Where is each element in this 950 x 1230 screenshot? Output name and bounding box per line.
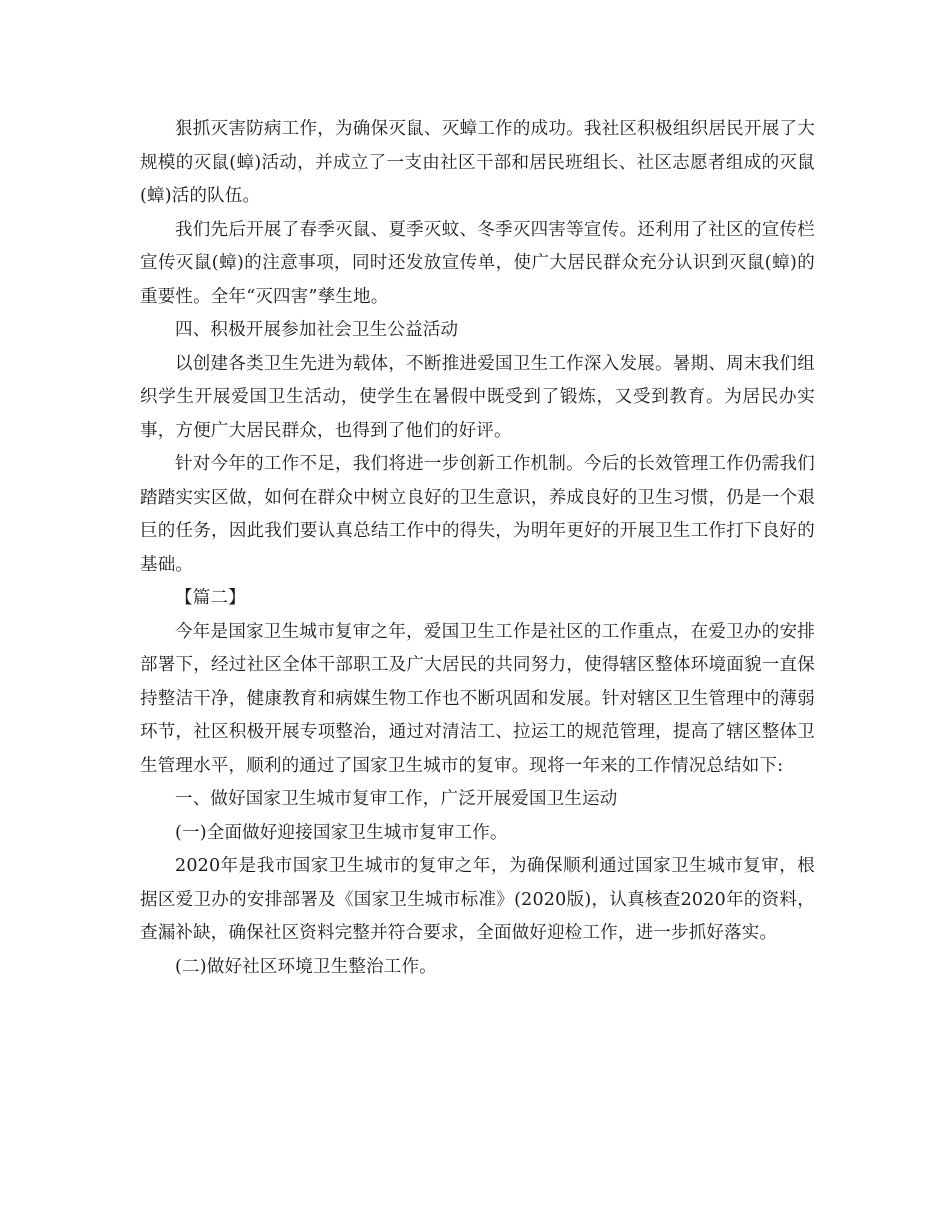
paragraph-review-2020: 2020年是我市国家卫生城市的复审之年，为确保顺利通过国家卫生城市复审，根据区爱卫办的安排部署及《国家卫生城市标准》(2020版)，认真核查2020年的资料，查漏补缺，确保社区资料完整并符合要求，全面做好迎检工作，进一步抓好落实。 (140, 856, 815, 943)
document-body (140, 113, 815, 984)
section-heading-one: 一、做好国家卫生城市复审工作，广泛开展爱国卫生运动 (175, 789, 618, 809)
paragraph-pest-control-intro: 狠抓灭害防病工作，为确保灭鼠、灭蟑工作的成功。我社区积极组织居民开展了大规模的灭鼠(蟑)活动，并成立了一支由社区干部和居民班组长、社区志愿者组成的灭鼠(蟑)活的队伍。 (140, 119, 815, 206)
subsection-heading-one: (一)全面做好迎接国家卫生城市复审工作。 (175, 822, 508, 843)
section-heading-four: 四、积极开展参加社会卫生公益活动 (175, 320, 459, 340)
part-two-heading: 【篇二】 (175, 588, 246, 608)
paragraph-publicity: 我们先后开展了春季灭鼠、夏季灭蚊、冬季灭四害等宣传。还利用了社区的宣传栏宣传灭鼠(蟑)的注意事项，同时还发放宣传单，使广大居民群众充分认识到灭鼠(蟑)的重要性。全年“灭四害”孳生地。 (140, 219, 815, 307)
paragraph-public-welfare: 以创建各类卫生先进为载体，不断推进爱国卫生工作深入发展。暑期、周末我们组织学生开展爱国卫生活动，使学生在暑假中既受到了锻炼，又受到教育。为居民办实事，方便广大居民群众，也得到了他们的好评。 (140, 353, 815, 441)
subsection-heading-two: (二)做好社区环境卫生整治工作。 (175, 956, 437, 977)
paragraph-part-two-intro: 今年是国家卫生城市复审之年，爱国卫生工作是社区的工作重点，在爱卫办的安排部署下，经过社区全体干部职工及广大居民的共同努力，使得辖区整体环境面貌一直保持整洁干净，健康教育和病媒生物工作也不断巩固和发展。针对辖区卫生管理中的薄弱环节，社区积极开展专项整治，通过对清洁工、拉运工的规范管理，提高了辖区整体卫生管理水平，顺利的通过了国家卫生城市的复审。现将一年来的工作情况总结如下: (140, 621, 815, 776)
paragraph-shortcomings: 针对今年的工作不足，我们将进一步创新工作机制。今后的长效管理工作仍需我们踏踏实实区做，如何在群众中树立良好的卫生意识，养成良好的卫生习惯，仍是一个艰巨的任务，因此我们要认真总结工作中的得失，为明年更好的开展卫生工作打下良好的基础。 (140, 454, 815, 575)
